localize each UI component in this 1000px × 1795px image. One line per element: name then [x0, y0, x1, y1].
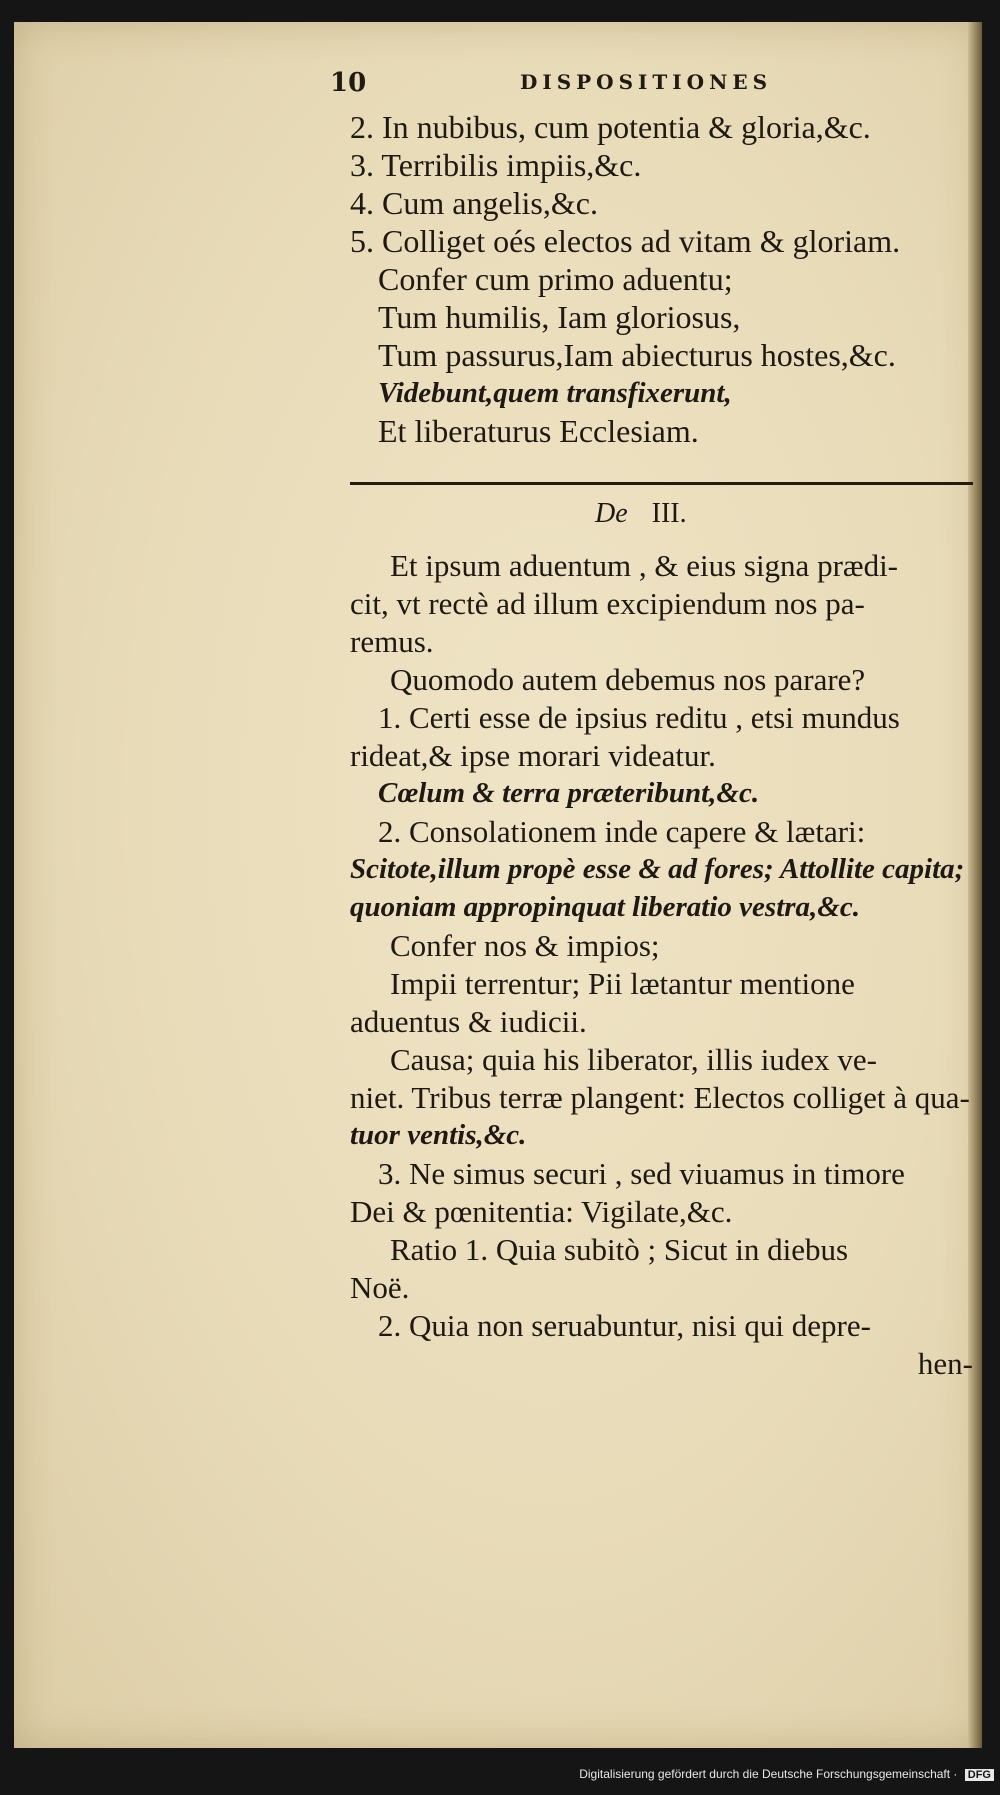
digitization-footer — [579, 1767, 1000, 1787]
text-line-italic: tuor ventis,&c. — [350, 1119, 527, 1151]
text-line: Et liberaturus Ecclesiam. — [378, 413, 699, 449]
section-label: De — [595, 498, 628, 529]
text-line: 3. Terribilis impiis,&c. — [350, 147, 642, 183]
text-line: Causa; quia his liberator, illis iudex ve- — [390, 1042, 877, 1077]
text-line-italic: Videbunt,quem transfixerunt, — [378, 377, 732, 409]
page-header — [330, 60, 970, 100]
text-line-italic: Scitote,illum propè esse & ad fores; Attollite capita; — [350, 853, 965, 885]
text-line: Dei & pœnitentia: Vigilate,&c. — [350, 1194, 733, 1229]
text-line-catchword: hen- — [917, 1346, 973, 1381]
footer-text: Digitalisierung gefördert durch die Deutsche Forschungsgemeinschaft · — [579, 1767, 958, 1781]
section-divider — [350, 482, 973, 485]
text-line: 4. Cum angelis,&c. — [350, 185, 598, 221]
text-line: remus. — [350, 624, 434, 659]
text-line: 2. In nubibus, cum potentia & gloria,&c. — [350, 109, 871, 145]
text-line: Noë. — [350, 1270, 410, 1305]
text-line: 2. Quia non seruabuntur, nisi qui depre- — [378, 1308, 871, 1343]
text-line-italic: Cœlum & terra præteribunt,&c. — [378, 777, 760, 809]
top-text-block — [350, 108, 975, 450]
text-line: 3. Ne simus securi , sed viuamus in timore — [378, 1156, 905, 1191]
text-line: Ratio 1. Quia subitò ; Sicut in diebus — [390, 1232, 849, 1267]
section-number: III. — [651, 498, 687, 529]
dfg-logo: DFG — [965, 1769, 994, 1781]
text-line: Confer cum primo aduentu; — [378, 261, 733, 297]
text-line-italic: quoniam appropinquat liberatio vestra,&c. — [350, 891, 860, 923]
page-number: 10 — [330, 68, 367, 98]
text-line: aduentus & iudicii. — [350, 1004, 587, 1039]
text-line: Impii terrentur; Pii lætantur mentione — [390, 966, 855, 1001]
text-line: rideat,& ipse morari videatur. — [350, 738, 716, 773]
body-text-block — [350, 546, 975, 1382]
text-line: 1. Certi esse de ipsius reditu , etsi mundus — [378, 700, 900, 735]
text-line: Et ipsum aduentum , & eius signa prædi- — [390, 548, 899, 583]
text-line: Tum humilis, Iam gloriosus, — [378, 299, 741, 335]
text-line: 2. Consolationem inde capere & lætari: — [378, 814, 866, 849]
section-heading — [595, 498, 687, 530]
text-line: niet. Tribus terræ plangent: Electos colliget à qua- — [350, 1080, 970, 1115]
text-line: Quomodo autem debemus nos parare? — [390, 662, 866, 697]
running-head: DISPOSITIONES — [520, 70, 773, 94]
text-line: Confer nos & impios; — [390, 928, 660, 963]
text-line: Tum passurus,Iam abiecturus hostes,&c. — [378, 337, 896, 373]
text-line: cit, vt rectè ad illum excipiendum nos pa- — [350, 586, 865, 621]
text-line: 5. Colliget oés electos ad vitam & gloriam. — [350, 223, 901, 259]
